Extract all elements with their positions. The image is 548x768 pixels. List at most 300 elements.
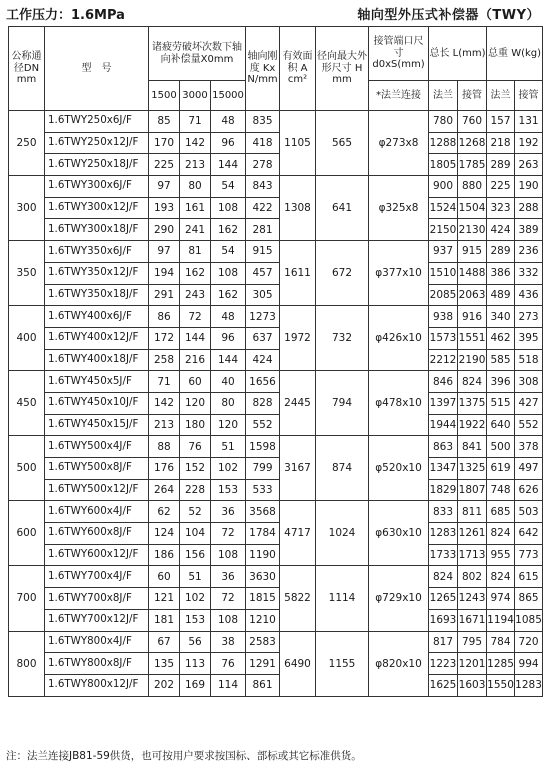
cell-length-pipe: 1261: [458, 523, 487, 545]
cell-15000: 144: [211, 154, 246, 176]
cell-1500: 291: [149, 284, 180, 306]
cell-weight-pipe: 190: [515, 176, 543, 198]
cell-weight-pipe: 720: [515, 631, 543, 653]
cell-stiffness: 2583: [246, 631, 280, 653]
cell-length-pipe: 795: [458, 631, 487, 653]
cell-stiffness: 418: [246, 132, 280, 154]
cell-length-flange: 1733: [429, 544, 458, 566]
cell-weight-flange: 396: [487, 371, 515, 393]
cell-outer: 794: [316, 371, 369, 436]
cell-length-pipe: 811: [458, 501, 487, 523]
cell-weight-flange: 218: [487, 132, 515, 154]
cell-weight-pipe: 642: [515, 523, 543, 545]
cell-length-flange: 1693: [429, 609, 458, 631]
cell-model: 1.6TWY450x15J/F: [45, 414, 149, 436]
cell-3000: 60: [180, 371, 211, 393]
cell-model: 1.6TWY800x4J/F: [45, 631, 149, 653]
cell-dn: 450: [9, 371, 45, 436]
cell-area: 2445: [280, 371, 316, 436]
cell-15000: 36: [211, 501, 246, 523]
cell-1500: 60: [149, 566, 180, 588]
cell-15000: 114: [211, 674, 246, 696]
cell-length-pipe: 2190: [458, 349, 487, 371]
cell-1500: 62: [149, 501, 180, 523]
cell-length-flange: 937: [429, 241, 458, 263]
cell-outer: 672: [316, 241, 369, 306]
cell-weight-flange: 784: [487, 631, 515, 653]
cell-model: 1.6TWY400x12J/F: [45, 327, 149, 349]
col-length-pipe-header: 接管: [458, 81, 487, 111]
col-stiffness-header: 轴向刚度 Kx N/mm: [246, 27, 280, 111]
cell-length-flange: 1625: [429, 674, 458, 696]
cell-15000: 48: [211, 111, 246, 133]
cell-length-flange: 780: [429, 111, 458, 133]
cell-model: 1.6TWY350x6J/F: [45, 241, 149, 263]
cell-model: 1.6TWY500x8J/F: [45, 458, 149, 480]
cell-length-pipe: 915: [458, 241, 487, 263]
table-row: [9, 588, 543, 610]
cell-length-pipe: 916: [458, 306, 487, 328]
cell-weight-flange: 225: [487, 176, 515, 198]
cell-weight-pipe: 389: [515, 219, 543, 241]
cell-3000: 102: [180, 588, 211, 610]
cell-area: 6490: [280, 631, 316, 696]
table-row: [9, 306, 543, 328]
cell-3000: 142: [180, 132, 211, 154]
table-row: [9, 349, 543, 371]
cell-area: 1308: [280, 176, 316, 241]
cell-weight-flange: 974: [487, 588, 515, 610]
cell-port: φ729x10: [369, 566, 429, 631]
cell-15000: 48: [211, 306, 246, 328]
cell-dn: 600: [9, 501, 45, 566]
table-row: [9, 392, 543, 414]
cell-3000: 120: [180, 392, 211, 414]
cell-length-pipe: 880: [458, 176, 487, 198]
cell-length-flange: 1805: [429, 154, 458, 176]
cell-length-pipe: 1243: [458, 588, 487, 610]
cell-model: 1.6TWY300x18J/F: [45, 219, 149, 241]
cell-model: 1.6TWY800x8J/F: [45, 653, 149, 675]
cell-weight-pipe: 1085: [515, 609, 543, 631]
cell-15000: 54: [211, 241, 246, 263]
cell-length-pipe: 1713: [458, 544, 487, 566]
cell-stiffness: 835: [246, 111, 280, 133]
cell-model: 1.6TWY250x18J/F: [45, 154, 149, 176]
cell-port: φ273x8: [369, 111, 429, 176]
cell-model: 1.6TWY350x12J/F: [45, 262, 149, 284]
cell-model: 1.6TWY250x6J/F: [45, 111, 149, 133]
cell-1500: 85: [149, 111, 180, 133]
cell-1500: 202: [149, 674, 180, 696]
cell-15000: 153: [211, 479, 246, 501]
cell-area: 1611: [280, 241, 316, 306]
table-row: [9, 154, 543, 176]
cell-15000: 54: [211, 176, 246, 198]
cell-stiffness: 861: [246, 674, 280, 696]
cell-length-pipe: 1504: [458, 197, 487, 219]
cell-length-pipe: 1551: [458, 327, 487, 349]
table-row: [9, 523, 543, 545]
cell-weight-flange: 289: [487, 241, 515, 263]
cell-length-flange: 1573: [429, 327, 458, 349]
cell-length-pipe: 1807: [458, 479, 487, 501]
table-body: [9, 111, 543, 697]
cell-weight-pipe: 518: [515, 349, 543, 371]
cell-weight-pipe: 192: [515, 132, 543, 154]
cell-stiffness: 278: [246, 154, 280, 176]
cell-3000: 52: [180, 501, 211, 523]
col-model-header: 型 号: [45, 27, 149, 111]
cell-port: φ520x10: [369, 436, 429, 501]
cell-3000: 144: [180, 327, 211, 349]
table-row: [9, 479, 543, 501]
cell-3000: 76: [180, 436, 211, 458]
cell-stiffness: 1210: [246, 609, 280, 631]
cell-weight-pipe: 865: [515, 588, 543, 610]
cell-weight-pipe: 332: [515, 262, 543, 284]
cell-length-flange: 863: [429, 436, 458, 458]
cell-length-flange: 900: [429, 176, 458, 198]
table-row: [9, 631, 543, 653]
cell-outer: 732: [316, 306, 369, 371]
table-row: [9, 284, 543, 306]
cell-stiffness: 915: [246, 241, 280, 263]
footnote: 注：法兰连接JB81-59供货，也可按用户要求按国标、部标或其它标准供货。: [6, 750, 362, 762]
table-row: [9, 458, 543, 480]
cell-weight-pipe: 308: [515, 371, 543, 393]
cell-1500: 194: [149, 262, 180, 284]
cell-area: 5822: [280, 566, 316, 631]
cell-weight-pipe: 273: [515, 306, 543, 328]
cell-length-pipe: 1922: [458, 414, 487, 436]
col-weight-header: 总重 W(kg): [487, 27, 543, 81]
cell-outer: 1155: [316, 631, 369, 696]
col-3000-header: 3000: [180, 81, 211, 111]
cell-1500: 88: [149, 436, 180, 458]
cell-length-flange: 1829: [429, 479, 458, 501]
table-row: [9, 653, 543, 675]
cell-weight-flange: 640: [487, 414, 515, 436]
cell-1500: 142: [149, 392, 180, 414]
table-row: [9, 327, 543, 349]
cell-model: 1.6TWY500x12J/F: [45, 479, 149, 501]
cell-15000: 108: [211, 544, 246, 566]
cell-stiffness: 552: [246, 414, 280, 436]
cell-length-pipe: 1785: [458, 154, 487, 176]
cell-stiffness: 1190: [246, 544, 280, 566]
cell-3000: 104: [180, 523, 211, 545]
cell-length-pipe: 1603: [458, 674, 487, 696]
cell-stiffness: 843: [246, 176, 280, 198]
cell-1500: 97: [149, 176, 180, 198]
cell-model: 1.6TWY300x6J/F: [45, 176, 149, 198]
cell-model: 1.6TWY600x8J/F: [45, 523, 149, 545]
cell-area: 1972: [280, 306, 316, 371]
col-15000-header: 15000: [211, 81, 246, 111]
cell-15000: 51: [211, 436, 246, 458]
cell-length-flange: 824: [429, 566, 458, 588]
cell-weight-flange: 1285: [487, 653, 515, 675]
cell-weight-pipe: 503: [515, 501, 543, 523]
cell-weight-flange: 515: [487, 392, 515, 414]
cell-weight-flange: 1194: [487, 609, 515, 631]
cell-weight-flange: 824: [487, 566, 515, 588]
cell-weight-flange: 424: [487, 219, 515, 241]
table-row: [9, 111, 543, 133]
cell-weight-pipe: 288: [515, 197, 543, 219]
cell-length-flange: 1524: [429, 197, 458, 219]
cell-stiffness: 424: [246, 349, 280, 371]
col-port-header: 接管端口尺寸 d0xS(mm): [369, 27, 429, 81]
cell-length-pipe: 802: [458, 566, 487, 588]
col-area-header: 有效面积 A cm²: [280, 27, 316, 111]
cell-dn: 700: [9, 566, 45, 631]
cell-1500: 86: [149, 306, 180, 328]
cell-length-pipe: 1488: [458, 262, 487, 284]
cell-dn: 300: [9, 176, 45, 241]
col-dn-header: 公称通径DN mm: [9, 27, 45, 111]
col-1500-header: 1500: [149, 81, 180, 111]
cell-length-pipe: 1375: [458, 392, 487, 414]
cell-3000: 161: [180, 197, 211, 219]
cell-dn: 350: [9, 241, 45, 306]
cell-length-flange: 2212: [429, 349, 458, 371]
cell-stiffness: 1784: [246, 523, 280, 545]
cell-15000: 72: [211, 588, 246, 610]
cell-1500: 290: [149, 219, 180, 241]
cell-weight-pipe: 131: [515, 111, 543, 133]
table-row: [9, 219, 543, 241]
cell-length-flange: 938: [429, 306, 458, 328]
cell-length-pipe: 1671: [458, 609, 487, 631]
cell-3000: 180: [180, 414, 211, 436]
cell-model: 1.6TWY700x12J/F: [45, 609, 149, 631]
cell-length-flange: 1397: [429, 392, 458, 414]
cell-15000: 144: [211, 349, 246, 371]
col-weight-flange-header: 法兰: [487, 81, 515, 111]
cell-15000: 36: [211, 566, 246, 588]
cell-15000: 80: [211, 392, 246, 414]
cell-weight-pipe: 626: [515, 479, 543, 501]
table-row: [9, 436, 543, 458]
cell-1500: 97: [149, 241, 180, 263]
table-row: [9, 566, 543, 588]
table-header: [9, 27, 543, 111]
cell-outer: 874: [316, 436, 369, 501]
cell-stiffness: 422: [246, 197, 280, 219]
cell-stiffness: 457: [246, 262, 280, 284]
cell-weight-flange: 157: [487, 111, 515, 133]
cell-length-flange: 817: [429, 631, 458, 653]
cell-1500: 124: [149, 523, 180, 545]
cell-1500: 67: [149, 631, 180, 653]
cell-weight-pipe: 1283: [515, 674, 543, 696]
cell-dn: 800: [9, 631, 45, 696]
cell-3000: 152: [180, 458, 211, 480]
cell-1500: 213: [149, 414, 180, 436]
cell-length-pipe: 1325: [458, 458, 487, 480]
cell-weight-pipe: 773: [515, 544, 543, 566]
cell-dn: 500: [9, 436, 45, 501]
cell-stiffness: 828: [246, 392, 280, 414]
cell-15000: 40: [211, 371, 246, 393]
cell-model: 1.6TWY500x4J/F: [45, 436, 149, 458]
cell-model: 1.6TWY250x12J/F: [45, 132, 149, 154]
cell-weight-flange: 824: [487, 523, 515, 545]
cell-weight-pipe: 378: [515, 436, 543, 458]
cell-port: φ325x8: [369, 176, 429, 241]
table-row: [9, 197, 543, 219]
cell-15000: 108: [211, 197, 246, 219]
cell-3000: 169: [180, 674, 211, 696]
cell-15000: 162: [211, 284, 246, 306]
cell-length-pipe: 1201: [458, 653, 487, 675]
cell-3000: 72: [180, 306, 211, 328]
cell-1500: 176: [149, 458, 180, 480]
cell-length-flange: 1510: [429, 262, 458, 284]
table-row: [9, 414, 543, 436]
cell-weight-flange: 386: [487, 262, 515, 284]
cell-port: φ820x10: [369, 631, 429, 696]
cell-length-pipe: 841: [458, 436, 487, 458]
cell-outer: 641: [316, 176, 369, 241]
cell-3000: 243: [180, 284, 211, 306]
col-length-flange-header: 法兰: [429, 81, 458, 111]
cell-port: φ478x10: [369, 371, 429, 436]
cell-3000: 216: [180, 349, 211, 371]
cell-length-flange: 1288: [429, 132, 458, 154]
cell-3000: 81: [180, 241, 211, 263]
cell-weight-pipe: 236: [515, 241, 543, 263]
cell-1500: 121: [149, 588, 180, 610]
cell-15000: 108: [211, 262, 246, 284]
table-row: [9, 501, 543, 523]
cell-weight-pipe: 263: [515, 154, 543, 176]
cell-length-pipe: 2063: [458, 284, 487, 306]
cell-weight-flange: 462: [487, 327, 515, 349]
cell-stiffness: 3630: [246, 566, 280, 588]
col-outer-header: 径向最大外形尺寸 H mm: [316, 27, 369, 111]
cell-3000: 51: [180, 566, 211, 588]
cell-3000: 213: [180, 154, 211, 176]
cell-length-flange: 1347: [429, 458, 458, 480]
table-row: [9, 132, 543, 154]
cell-3000: 241: [180, 219, 211, 241]
cell-3000: 56: [180, 631, 211, 653]
cell-1500: 186: [149, 544, 180, 566]
cell-outer: 1024: [316, 501, 369, 566]
cell-weight-pipe: 497: [515, 458, 543, 480]
cell-1500: 225: [149, 154, 180, 176]
cell-length-flange: 846: [429, 371, 458, 393]
cell-15000: 102: [211, 458, 246, 480]
cell-15000: 96: [211, 327, 246, 349]
col-weight-pipe-header: 接管: [515, 81, 543, 111]
cell-3000: 153: [180, 609, 211, 631]
cell-1500: 71: [149, 371, 180, 393]
cell-stiffness: 637: [246, 327, 280, 349]
cell-15000: 108: [211, 609, 246, 631]
cell-length-flange: 2150: [429, 219, 458, 241]
cell-length-pipe: 760: [458, 111, 487, 133]
cell-weight-pipe: 436: [515, 284, 543, 306]
table-row: [9, 262, 543, 284]
cell-model: 1.6TWY700x8J/F: [45, 588, 149, 610]
cell-weight-flange: 748: [487, 479, 515, 501]
cell-model: 1.6TWY300x12J/F: [45, 197, 149, 219]
cell-area: 4717: [280, 501, 316, 566]
cell-outer: 565: [316, 111, 369, 176]
cell-weight-pipe: 427: [515, 392, 543, 414]
cell-weight-pipe: 615: [515, 566, 543, 588]
cell-stiffness: 3568: [246, 501, 280, 523]
cell-weight-flange: 955: [487, 544, 515, 566]
table-row: [9, 674, 543, 696]
cell-area: 3167: [280, 436, 316, 501]
cell-length-flange: 1944: [429, 414, 458, 436]
cell-model: 1.6TWY600x12J/F: [45, 544, 149, 566]
cell-weight-flange: 585: [487, 349, 515, 371]
document-title: 轴向型外压式补偿器（TWY）: [357, 8, 540, 23]
cell-15000: 162: [211, 219, 246, 241]
cell-stiffness: 1291: [246, 653, 280, 675]
cell-weight-flange: 489: [487, 284, 515, 306]
cell-dn: 400: [9, 306, 45, 371]
cell-weight-flange: 1550: [487, 674, 515, 696]
cell-weight-pipe: 552: [515, 414, 543, 436]
cell-1500: 135: [149, 653, 180, 675]
cell-model: 1.6TWY800x12J/F: [45, 674, 149, 696]
cell-stiffness: 281: [246, 219, 280, 241]
cell-length-pipe: 2130: [458, 219, 487, 241]
cell-3000: 113: [180, 653, 211, 675]
cell-1500: 264: [149, 479, 180, 501]
cell-model: 1.6TWY400x6J/F: [45, 306, 149, 328]
working-pressure-label: 工作压力：1.6MPa: [6, 8, 125, 23]
cell-15000: 72: [211, 523, 246, 545]
cell-model: 1.6TWY400x18J/F: [45, 349, 149, 371]
cell-stiffness: 799: [246, 458, 280, 480]
cell-model: 1.6TWY700x4J/F: [45, 566, 149, 588]
cell-weight-pipe: 994: [515, 653, 543, 675]
cell-15000: 120: [211, 414, 246, 436]
cell-3000: 156: [180, 544, 211, 566]
cell-model: 1.6TWY350x18J/F: [45, 284, 149, 306]
cell-port: φ426x10: [369, 306, 429, 371]
cell-length-pipe: 824: [458, 371, 487, 393]
col-length-header: 总长 L(mm): [429, 27, 487, 81]
cell-15000: 96: [211, 132, 246, 154]
cell-3000: 162: [180, 262, 211, 284]
col-fatigue-header: 诸疲劳破坏次数下轴向补偿量X0mm: [149, 27, 246, 81]
cell-weight-flange: 340: [487, 306, 515, 328]
cell-model: 1.6TWY450x10J/F: [45, 392, 149, 414]
cell-length-pipe: 1268: [458, 132, 487, 154]
table-row: [9, 241, 543, 263]
cell-length-flange: 2085: [429, 284, 458, 306]
cell-3000: 71: [180, 111, 211, 133]
cell-length-flange: 1283: [429, 523, 458, 545]
cell-length-flange: 1223: [429, 653, 458, 675]
table-row: [9, 176, 543, 198]
cell-3000: 80: [180, 176, 211, 198]
cell-weight-pipe: 395: [515, 327, 543, 349]
col-port-note: *法兰连接: [369, 81, 429, 111]
cell-1500: 181: [149, 609, 180, 631]
cell-model: 1.6TWY600x4J/F: [45, 501, 149, 523]
cell-15000: 38: [211, 631, 246, 653]
